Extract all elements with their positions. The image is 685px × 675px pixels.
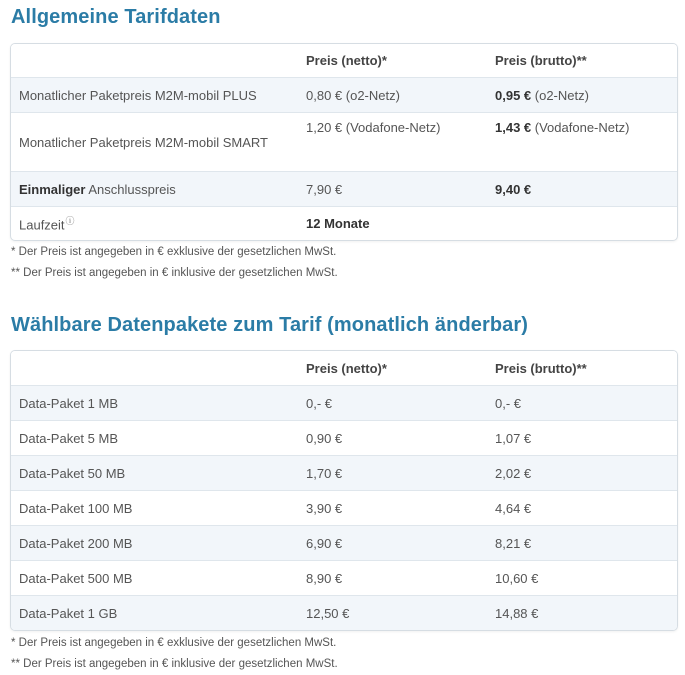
table-row bbox=[11, 526, 677, 561]
table-row bbox=[11, 172, 677, 207]
row-netto: 8,90 € bbox=[298, 561, 487, 596]
row-netto: 1,70 € bbox=[298, 456, 487, 491]
footnote-brutto: ** Der Preis ist angegeben in € inklusive der gesetzlichen MwSt. bbox=[11, 658, 338, 670]
row-label: Data-Paket 1 MB bbox=[11, 386, 298, 421]
row-netto: 0,90 € bbox=[298, 421, 487, 456]
table-header-row bbox=[11, 44, 677, 78]
section-title-tarifdaten: Allgemeine Tarifdaten bbox=[11, 6, 221, 28]
row-brutto bbox=[487, 113, 677, 172]
row-label: Data-Paket 1 GB bbox=[11, 596, 298, 631]
row-netto: 6,90 € bbox=[298, 526, 487, 561]
footnote-netto: * Der Preis ist angegeben in € exklusive der gesetzlichen MwSt. bbox=[11, 637, 337, 649]
row-brutto: 10,60 € bbox=[487, 561, 677, 596]
row-netto: 1,20 € (Vodafone-Netz) bbox=[298, 113, 487, 172]
brutto-value: 0,95 € bbox=[495, 87, 532, 103]
row-label: Data-Paket 500 MB bbox=[11, 561, 298, 596]
info-icon[interactable]: ⓘ bbox=[65, 216, 75, 227]
row-brutto: 0,- € bbox=[487, 386, 677, 421]
table-header-row bbox=[11, 351, 677, 386]
row-label: Data-Paket 50 MB bbox=[11, 456, 298, 491]
header-netto: Preis (netto)* bbox=[298, 44, 487, 78]
row-brutto: 4,64 € bbox=[487, 491, 677, 526]
row-label bbox=[11, 172, 298, 207]
table-row bbox=[11, 491, 677, 526]
row-brutto bbox=[487, 78, 677, 113]
table-row bbox=[11, 113, 677, 172]
brutto-value: 1,43 € bbox=[495, 120, 532, 135]
label-bold: Einmaliger bbox=[19, 181, 86, 197]
table-row bbox=[11, 561, 677, 596]
row-label: Data-Paket 5 MB bbox=[11, 421, 298, 456]
row-netto: 3,90 € bbox=[298, 491, 487, 526]
row-brutto: 2,02 € bbox=[487, 456, 677, 491]
row-netto: 7,90 € bbox=[298, 172, 487, 207]
row-brutto: 14,88 € bbox=[487, 596, 677, 631]
header-brutto: Preis (brutto)** bbox=[487, 44, 677, 78]
table-row bbox=[11, 456, 677, 491]
row-label: Data-Paket 200 MB bbox=[11, 526, 298, 561]
header-brutto: Preis (brutto)** bbox=[487, 351, 677, 386]
table-row bbox=[11, 386, 677, 421]
header-label bbox=[11, 351, 298, 386]
row-label: Data-Paket 100 MB bbox=[11, 491, 298, 526]
table-row bbox=[11, 207, 677, 241]
row-brutto bbox=[487, 207, 677, 241]
footnote-netto: * Der Preis ist angegeben in € exklusive der gesetzlichen MwSt. bbox=[11, 246, 337, 258]
row-netto: 0,- € bbox=[298, 386, 487, 421]
row-netto: 12 Monate bbox=[298, 207, 487, 241]
brutto-network: (Vodafone-Netz) bbox=[531, 120, 630, 135]
table-row bbox=[11, 421, 677, 456]
datenpakete-table bbox=[10, 350, 678, 631]
row-netto: 0,80 € (o2-Netz) bbox=[298, 78, 487, 113]
brutto-network: (o2-Netz) bbox=[531, 87, 589, 103]
row-brutto: 1,07 € bbox=[487, 421, 677, 456]
footnote-brutto: ** Der Preis ist angegeben in € inklusive der gesetzlichen MwSt. bbox=[11, 267, 338, 279]
laufzeit-label: Laufzeit bbox=[19, 217, 65, 233]
row-label bbox=[11, 207, 298, 241]
header-label bbox=[11, 44, 298, 78]
header-netto: Preis (netto)* bbox=[298, 351, 487, 386]
section-title-datenpakete: Wählbare Datenpakete zum Tarif (monatlich änderbar) bbox=[11, 314, 529, 336]
row-netto: 12,50 € bbox=[298, 596, 487, 631]
tarifdaten-table bbox=[10, 43, 678, 241]
row-label: Monatlicher Paketpreis M2M-mobil PLUS bbox=[11, 78, 298, 113]
table-row bbox=[11, 78, 677, 113]
row-label: Monatlicher Paketpreis M2M-mobil SMART bbox=[11, 113, 298, 172]
label-rest: Anschlusspreis bbox=[85, 181, 176, 197]
row-brutto: 9,40 € bbox=[487, 172, 677, 207]
row-brutto: 8,21 € bbox=[487, 526, 677, 561]
table-row bbox=[11, 596, 677, 631]
